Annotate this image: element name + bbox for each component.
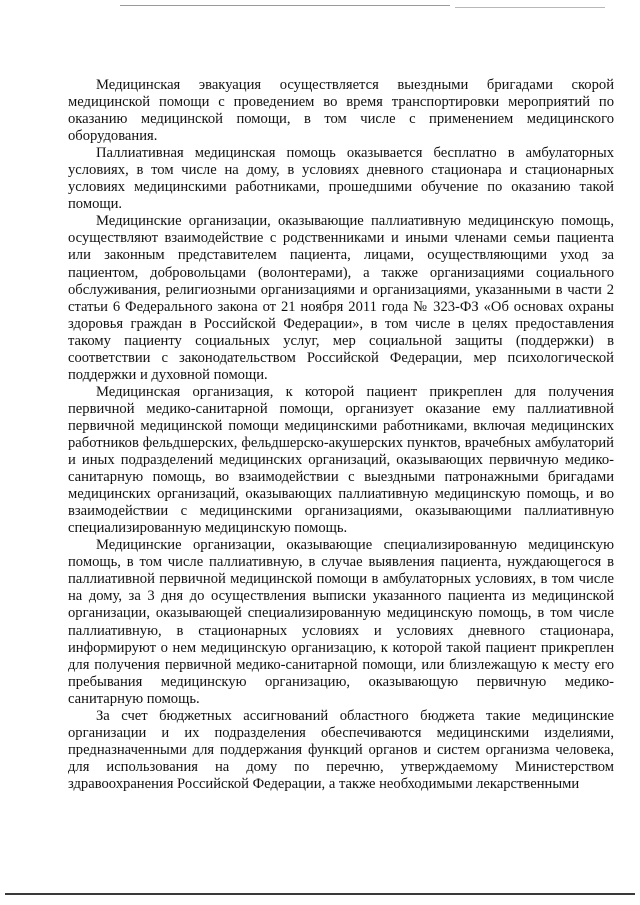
document-body	[68, 77, 614, 793]
scan-artifact-line-top	[120, 5, 450, 6]
scan-artifact-line-top-right	[455, 7, 605, 8]
paragraph-organizations-interaction: Медицинские организации, оказывающие паллиативную медицинскую помощь, осуществляют взаимодействие с родственниками и иными членами семьи пациента или законным представителем пациента, лицами, осуществляющими уход за пациентом, добровольцами (волонтерами), а также организациями социального обслуживания, религиозными организациями и организациями, указанными в части 2 статьи 6 Федерального закона от 21 ноября 2011 года № 323-ФЗ «Об основах охраны здоровья граждан в Российской Федерации», в том числе в целях предоставления такому пациенту социальных услуг, мер социальной защиты (поддержки) в соответствии с законодательством Российской Федерации, мер психологической поддержки и духовной помощи.	[68, 213, 614, 383]
paragraph-budget-funding: За счет бюджетных ассигнований областного бюджета такие медицинские организации и их подразделения обеспечиваются медицинскими изделиями, предназначенными для поддержания функций органов и систем организма человека, для использования на дому по перечню, утверждаемому Министерством здравоохранения Российской Федерации, а также необходимыми лекарственными	[68, 707, 614, 792]
paragraph-palliative-care-free: Паллиативная медицинская помощь оказывается бесплатно в амбулаторных условиях, в том числе на дому, в условиях дневного стационара и стационарных условиях медицинскими работниками, прошедшими обучение по оказанию такой помощи.	[68, 145, 614, 213]
scan-artifact-line-bottom	[5, 893, 635, 895]
paragraph-primary-care-organization: Медицинская организация, к которой пациент прикреплен для получения первичной медико-санитарной помощи, организует оказание ему паллиативной первичной медицинской помощи медицинскими работниками, включая медицинских работников фельдшерских, фельдшерско-акушерских пунктов, врачебных амбулаторий и иных подразделений медицинских организаций, оказывающих первичную медико-санитарную помощь, во взаимодействии с выездными патронажными бригадами медицинских организаций, оказывающих паллиативную медицинскую помощь, и во взаимодействии с медицинскими организациями, оказывающими паллиативную специализированную медицинскую помощь.	[68, 383, 614, 537]
paragraph-medical-evacuation: Медицинская эвакуация осуществляется выездными бригадами скорой медицинской помощи с проведением во время транспортировки мероприятий по оказанию медицинской помощи, в том числе с применением медицинского оборудования.	[68, 77, 614, 145]
paragraph-specialized-care-organizations: Медицинские организации, оказывающие специализированную медицинскую помощь, в том числе паллиативную, в случае выявления пациента, нуждающегося в паллиативной первичной медицинской помощи в амбулаторных условиях, в том числе на дому, за 3 дня до осуществления выписки указанного пациента из медицинской организации, оказывающей специализированную медицинскую помощь, в том числе паллиативную, в стационарных условиях и условиях дневного стационара, информируют о нем медицинскую организацию, к которой такой пациент прикреплен для получения первичной медико-санитарной помощи, или близлежащую к месту его пребывания медицинскую организацию, оказывающую первичную медико-санитарную помощь.	[68, 537, 614, 707]
